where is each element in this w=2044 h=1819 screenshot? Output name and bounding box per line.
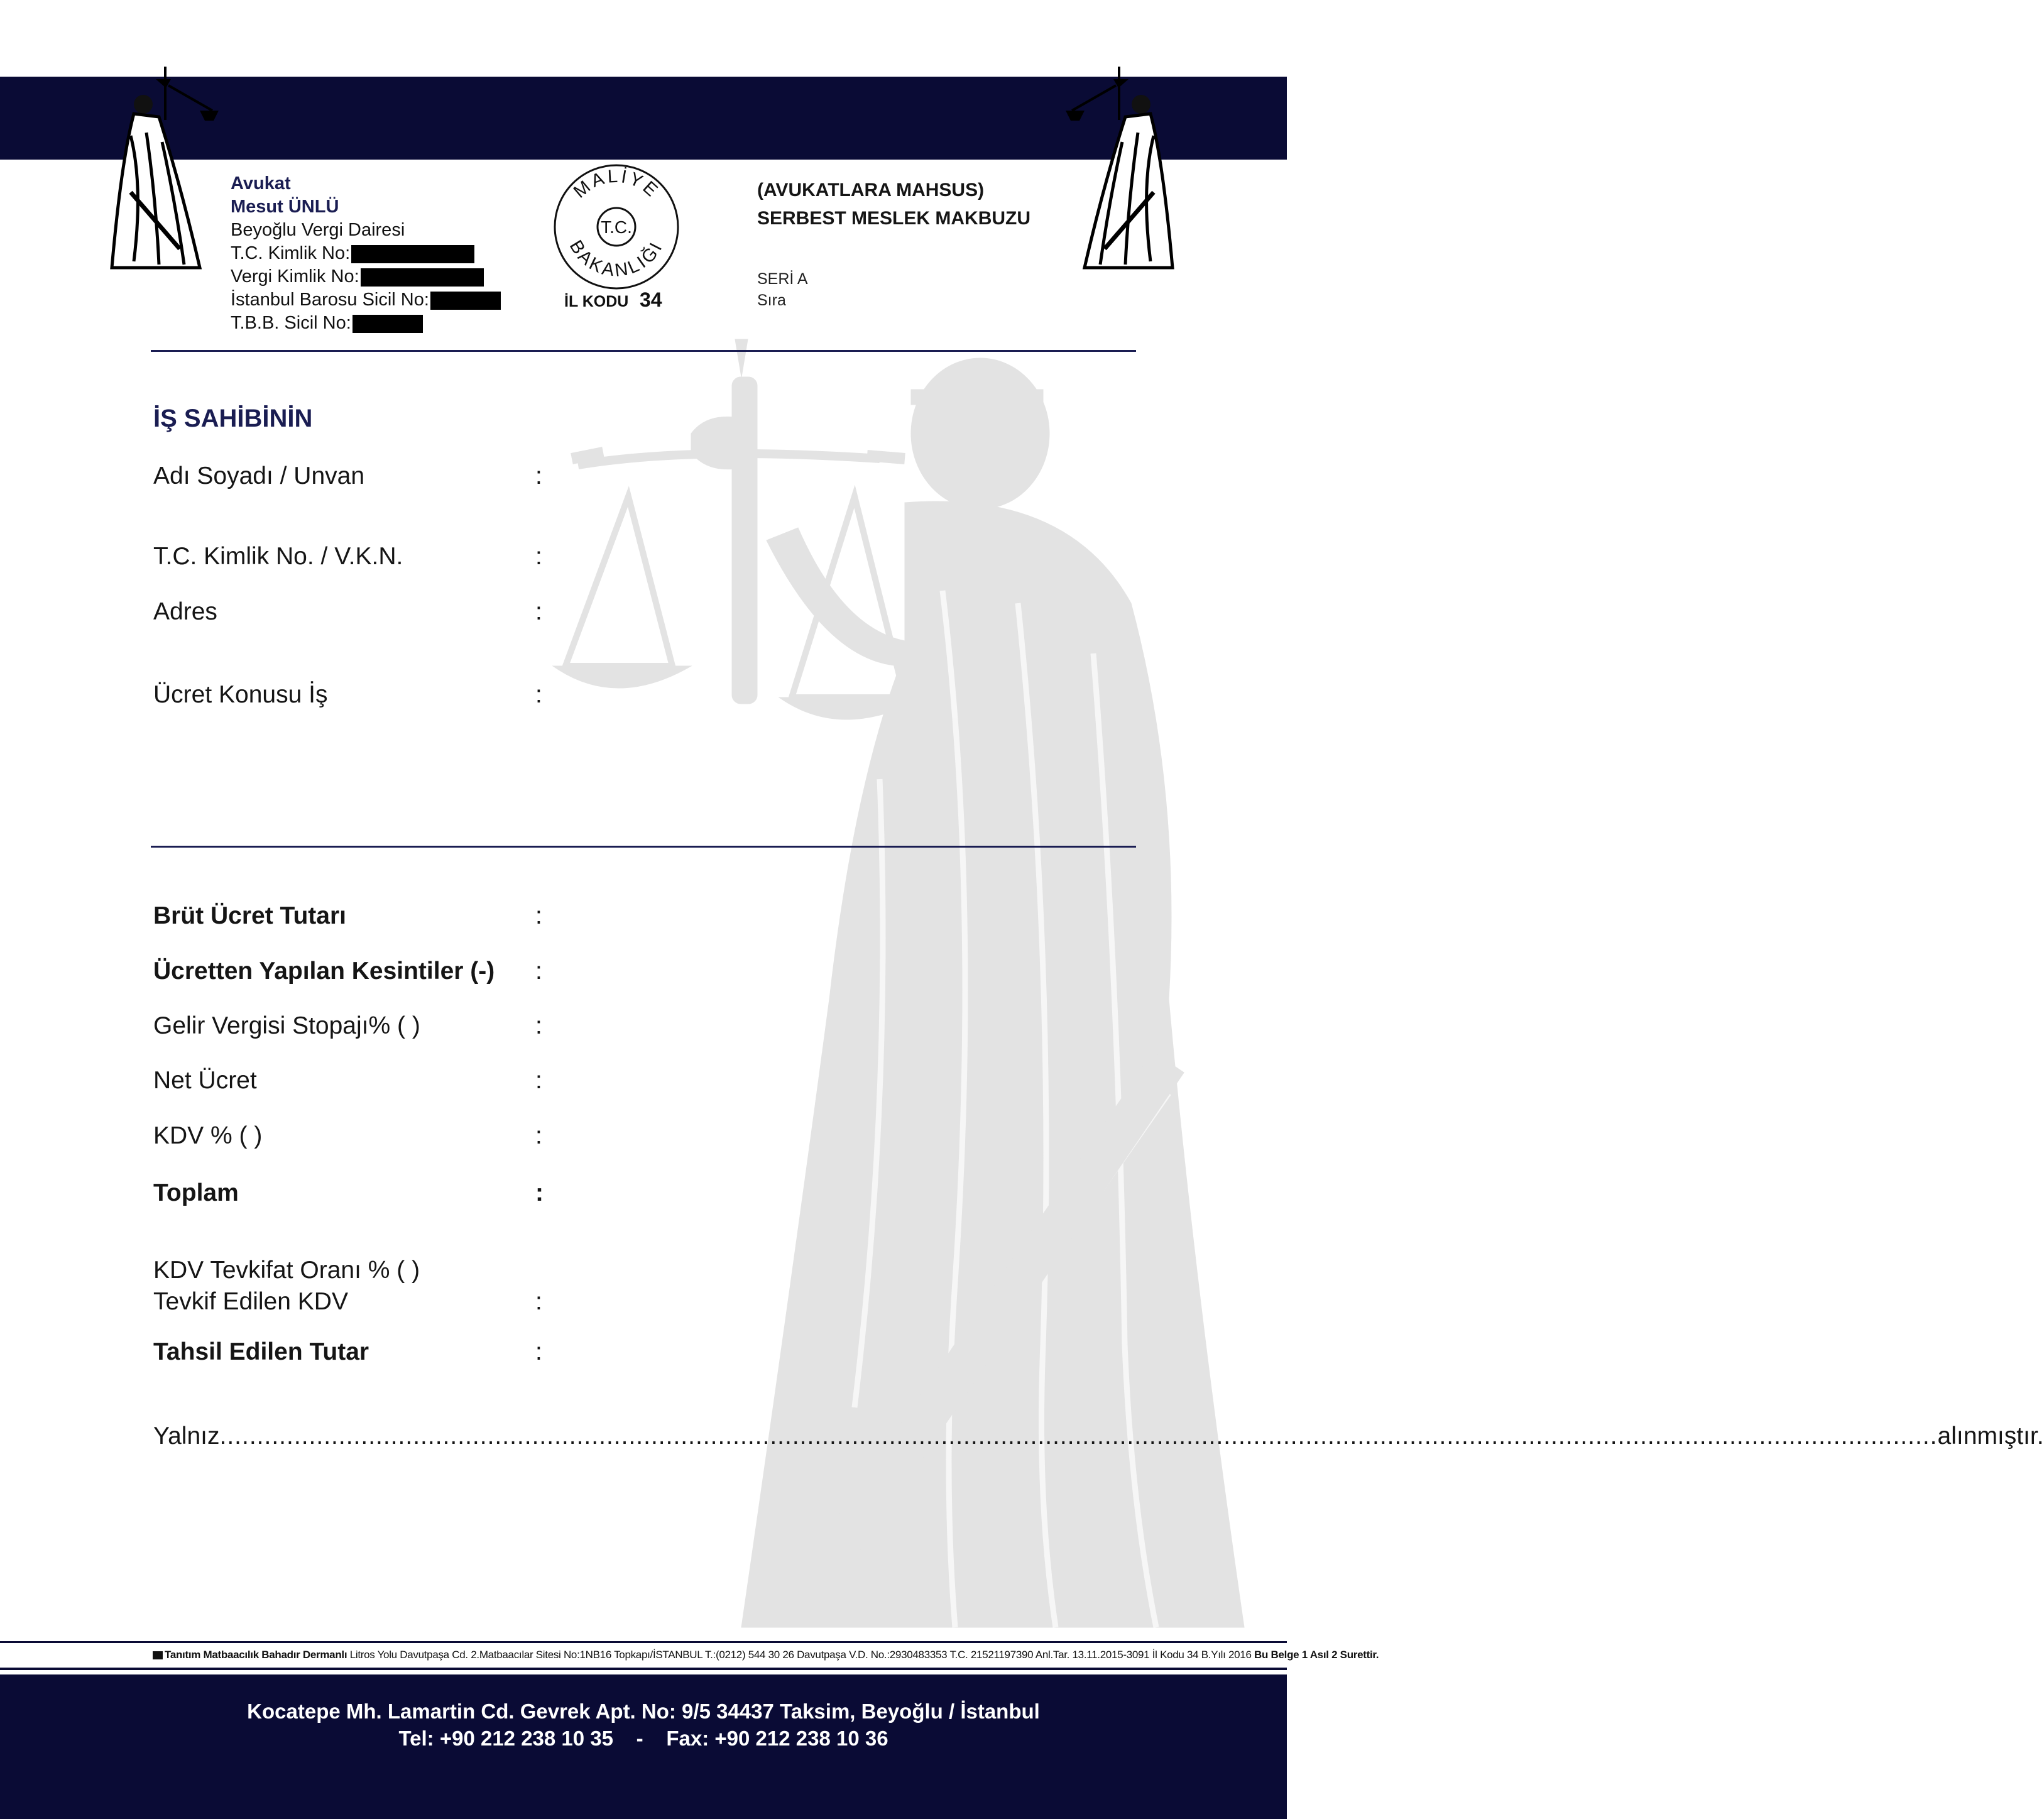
receipt-subtitle: (AVUKATLARA MAHSUS) [757,180,985,200]
client-address-colon: : [535,598,542,625]
tc-id-line [231,242,474,265]
seal-top-text: MALİYE [570,166,664,202]
withheld-vat-label: Tevkif Edilen KDV [153,1288,348,1315]
withheld-vat-colon: : [535,1288,542,1315]
lady-justice-left-icon [106,60,225,278]
lawyer-name: Mesut ÜNLÜ [231,197,339,217]
redaction-bar [361,268,484,287]
withholding-tax-colon: : [535,1012,542,1039]
bar-registry-label: İstanbul Barosu Sicil No: [231,290,429,310]
lady-justice-right-icon [1059,60,1179,278]
total-label: Toplam [153,1179,239,1206]
printer-imprint [153,1649,1379,1661]
redaction-bar [430,292,501,310]
tbb-registry-label: T.B.B. Sicil No: [231,313,351,333]
total-colon: : [535,1179,544,1206]
ministry-seal [552,162,681,313]
redaction-bar [351,245,474,263]
vat-withholding-rate-label: KDV Tevkifat Oranı % ( ) [153,1257,420,1284]
client-address-label: Adres [153,598,217,625]
sequence-label: Sıra [757,292,786,309]
fee-subject-label: Ücret Konusu İş [153,681,328,708]
amount-words-prefix: Yalnız [153,1423,220,1450]
net-fee-colon: : [535,1067,542,1094]
collected-amount-label: Tahsil Edilen Tutar [153,1338,369,1365]
svg-text:MALİYE [570,166,663,202]
vat-colon: : [535,1122,542,1149]
deductions-label: Ücretten Yapılan Kesintiler (-) [153,958,495,985]
province-label: İL KODU [564,293,629,310]
tax-id-line [231,265,484,288]
fee-subject-colon: : [535,681,542,708]
copy-notice: Bu Belge 1 Asıl 2 Surettir. [1254,1649,1379,1661]
footer-contact: Tel: +90 212 238 10 35 - Fax: +90 212 238 10 36 [398,1727,888,1750]
collected-amount-colon: : [535,1338,542,1365]
vat-label: KDV % ( ) [153,1122,263,1149]
header-divider [151,350,1136,352]
footer-address: Kocatepe Mh. Lamartin Cd. Gevrek Apt. No: 9/5 34437 Taksim, Beyoğlu / İstanbul [247,1700,1040,1723]
section-divider [151,846,1136,848]
gross-fee-colon: : [535,902,542,929]
deductions-colon: : [535,958,542,985]
printer-logo-icon [153,1651,163,1659]
seal-bottom-text: BAKANLIĞI [565,237,668,281]
tc-id-label: T.C. Kimlik No: [231,243,351,263]
client-name-colon: : [535,462,542,489]
province-code: 34 [640,288,662,311]
client-id-label: T.C. Kimlik No. / V.K.N. [153,543,403,570]
lawyer-title: Avukat [231,173,291,194]
client-id-colon: : [535,543,542,570]
dotted-fill-line: ....................................................................................................................................................................................................................................... [219,1423,1938,1450]
printer-brand: Tanıtım Matbaacılık Bahadır Dermanlı [165,1649,347,1661]
footer-rule-bottom [0,1668,1287,1670]
redaction-bar [353,315,423,333]
gross-fee-label: Brüt Ücret Tutarı [153,902,346,929]
series-label: SERİ A [757,270,808,288]
amount-in-words-line [153,1423,2044,1450]
tbb-registry-line [231,312,423,335]
bar-registry-line [231,288,501,312]
client-name-label: Adı Soyadı / Unvan [153,462,365,489]
withholding-tax-label: Gelir Vergisi Stopajı% ( ) [153,1012,420,1039]
seal-center-text: T.C. [601,217,632,237]
net-fee-label: Net Ücret [153,1067,257,1094]
client-section-title: İŞ SAHİBİNİN [153,405,313,432]
footer-rule-top [0,1641,1287,1643]
tax-office: Beyoğlu Vergi Dairesi [231,220,405,240]
tax-id-label: Vergi Kimlik No: [231,266,359,287]
amount-words-suffix: alınmıştır. [1937,1423,2044,1450]
printer-details: Litros Yolu Davutpaşa Cd. 2.Matbaacılar Sitesi No:1NB16 Topkapı/İSTANBUL T.:(0212) 544 30 26 Davutpaşa V.D. No.:2930483353 T.C. 21521197390 Anl.Tar. 13.11.2015-3091 İl Kodu 34 B.Yılı 2016 [349,1649,1252,1661]
svg-text:BAKANLIĞI [566,237,667,281]
receipt-title: SERBEST MESLEK MAKBUZU [757,208,1031,229]
